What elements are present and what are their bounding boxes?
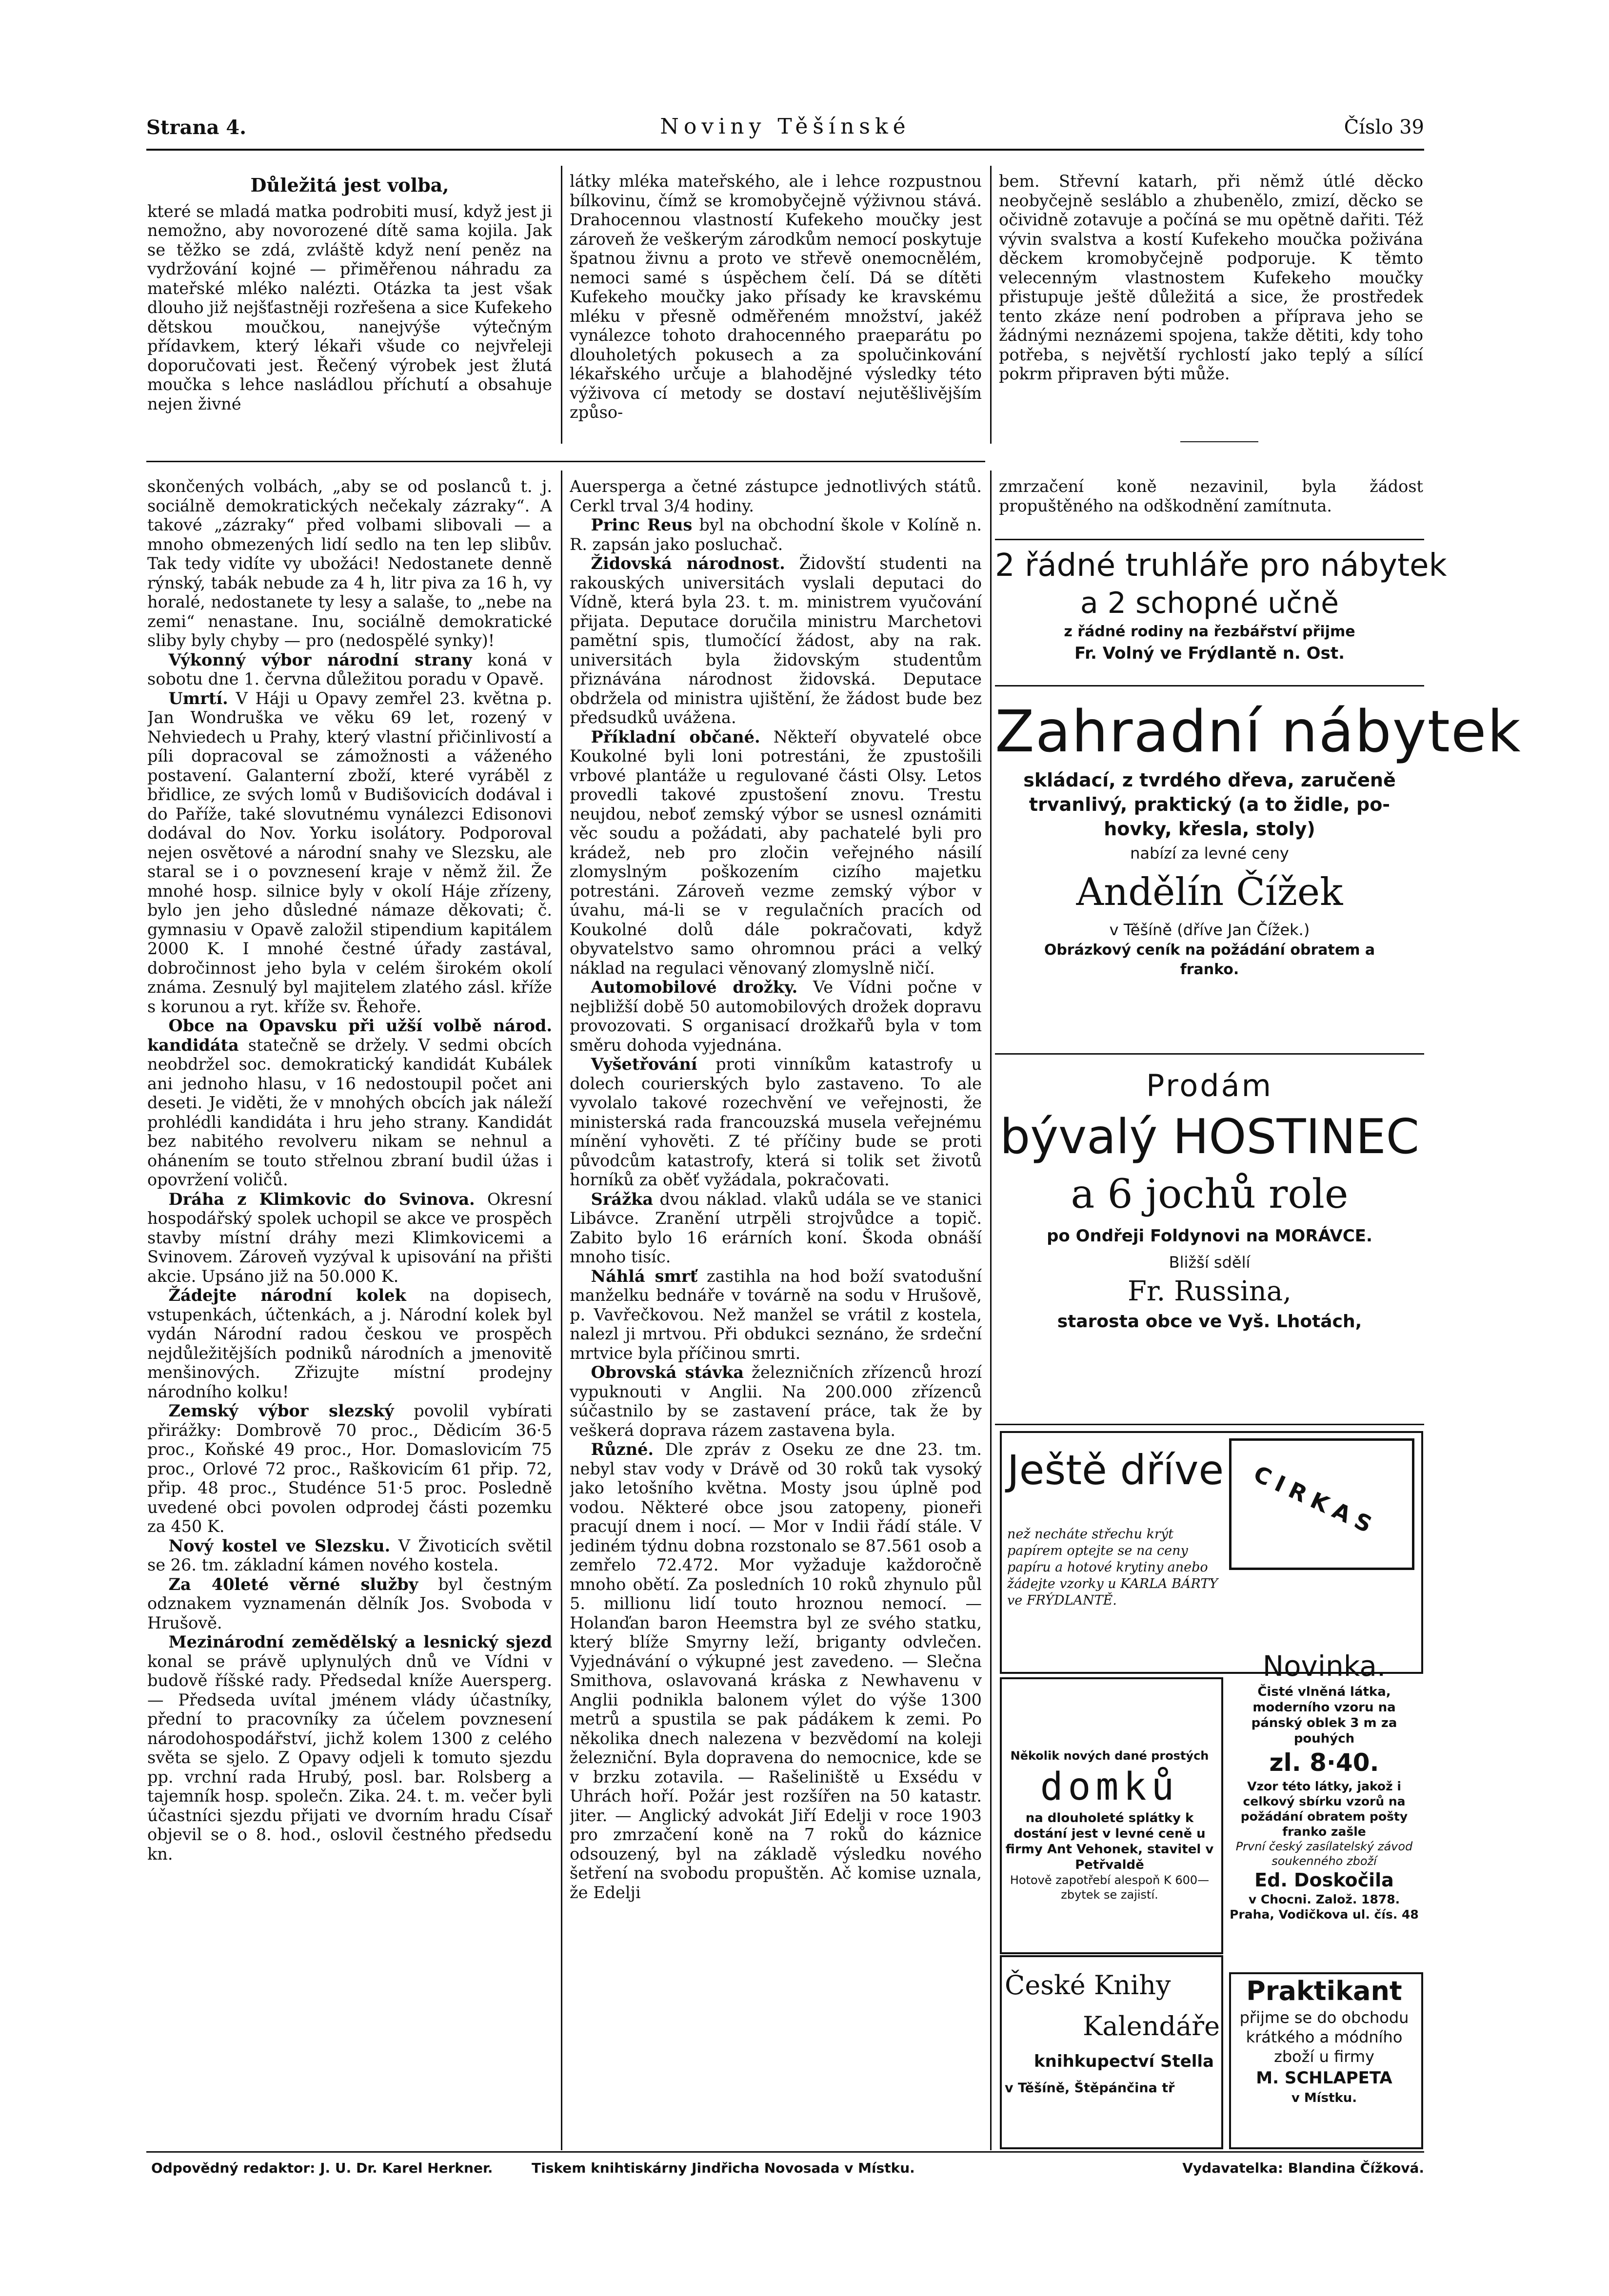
footer-publisher: Vydavatelka: Blandina Čížková. bbox=[1182, 2160, 1424, 2176]
ad-praktikant bbox=[1232, 1975, 1417, 2143]
news-2-9: Dle zpráv z Oseku ze dne 23. tm. nebyl stav vody v Drávě od 30 roků tak vysoký jako letošního května. Mosty jsou úplně pod vodou. Některé obce jsou zatopeny, pioneři pracují dnem i nocí. — Mor v Indii řádí stále. V jediném týdnu dobna rozstonalo se 87.561 osob a zemřelo 72.472. Mor vyžaduje každoročně mnoho obětí. Za posledních 10 roků zhynulo půl 5. millionu lidí touto hroznou nemocí. — Holanďan baron Heemstra byl ze svého statku, který blíže Smyrny leží, briganty odvlečen. Vyjednávání o výkupné jest zavedeno. — Slečna Smithova, oslavovaná kráska z Newhavenu v Anglii podnikla balonem výlet do výše 1300 metrů a spustila se pak pádákem k zemi. Po několika dnech nalezena v bezvědomí na koleji železniční. Byla dopravena do nemocnice, kde se v brzku zotavila. — Rašeliniště u Exsédu v Uhrách hoří. Požár jest rozšířen na 50 katastr. jiter. — Anglický advokát Jiří Edelji v roce 1903 pro zmrzačení koně na 7 roků do káznice odsouzený, byl na základě výsledku nového šetření na svobodu propuštěn. Ač komise uznala, že Edelji bbox=[570, 1440, 982, 1902]
news-1-6: povolil vybírati přirážky: Dombrově 70 proc., Dědicím 36·5 proc., Koňské 49 proc., Hor. Domaslovicím 75 proc., Orlové 72 proc., Raškovicím 61 přip. 72, přip. 48 proc., Studénce 51·5 proc. Posledně uvedené obci povolen odprodej části pozemku za 450 K. bbox=[147, 1401, 552, 1536]
news-2-7: zastihla na hod boží svatodušní manželku bednáře v továrně na sodu v Hrušově, p. Vavřečkovou. Než manžel se vrátil z kostela, nalezl ji mrtvou. Při obdukci seznáno, že srdeční mrtvice byla příčinou smrti. bbox=[570, 1266, 982, 1363]
ad-nabytek-l3: hovky, křesla, stoly) bbox=[1104, 818, 1315, 840]
ad-cirkas-text: CIRKAS bbox=[1250, 1460, 1382, 1541]
news-2-7-lead: Náhlá smrť bbox=[591, 1266, 698, 1286]
news-1-5-lead: Žádejte národní kolek bbox=[168, 1286, 406, 1305]
news-2-1-lead: Princ Reus bbox=[591, 515, 693, 534]
news-1-5: na dopisech, vstupenkách, účtenkách, a j. Národní kolek byl vydán Národní radou českou ve prospěch nejdůležitějších podniků národních a jmenovitě menšinových. Zřizujte místní prodejny národního kolku! bbox=[147, 1286, 552, 1401]
news-2-2: Židovští studenti na rakouských universitách vyslali deputaci do Vídně, která byla 23. t. m. ministrem vyučování přijata. Deputace doručila ministru Marchetovi pamětní spis, tlumočící žádost, aby na rak. universitách byla židovským studentům přiznávána národnost židovská. Deputace obdržela od ministra ujištění, že žádost bude bez předsudků uvážena. bbox=[570, 554, 982, 727]
ad-karla-text: než necháte střechu krýt papírem optejte se na ceny papíru a hotové krytiny anebo žádejte vzorky u KARLA BÁRTY ve FRÝDLANTĚ. bbox=[1007, 1527, 1218, 1608]
news-1-9-lead: Mezinárodní zemědělský a lesnický sjezd bbox=[168, 1632, 552, 1651]
ad-praktikant-text: přijme se do obchodu krátkého a módního zboží u firmy bbox=[1239, 2008, 1409, 2066]
ad-rule-1 bbox=[995, 539, 1424, 540]
page-number: Strana 4. bbox=[146, 116, 247, 139]
ad-knihy-l2: Kalendáře bbox=[1083, 2011, 1220, 2041]
ad-nabytek-l1: skládací, z tvrdého dřeva, zaručeně bbox=[1023, 769, 1396, 791]
news-2-5-lead: Vyšetřování bbox=[591, 1055, 697, 1074]
ad-hostinec bbox=[995, 1065, 1424, 1416]
ad-novinka-price: zl. 8·40. bbox=[1269, 1748, 1379, 1777]
newspaper-title: Noviny Těšínské bbox=[660, 114, 911, 139]
news-1-2: V Háji u Opavy zemřel 23. května p. Jan Wondruška ve věku 69 let, rozený v Nehviedech u Prahy, který vlastní přičinlivostí a píli dopracoval se zámožnosti a váženého postavení. Galanterní zboží, které vyráběl z břidlice, ze svých lomů v Budišovicích dodával i do Paříže, také slovutnému vynálezci Edisonovi dodával do Nov. Yorku isolátory. Podporoval nejen osvětové a národní snahy ve Slezsku, ale staral se i o povznesení kraje v němž žil. Že mnohé hosp. silnice byly v okolí Háje zřízeny, bylo jen jeho důsledné námaze děkovati; č. gymnasiu v Opavě založil stipendium kapitálem 2000 K. I mnohé čestné úřady zastával, dobročinnost jeho byla v celém širokém okolí známa. Zesnulý byl majitelem zlatého zásl. kříže s korunou a ryt. kříže sv. Řehoře. bbox=[147, 688, 552, 1016]
main-col-divider-1 bbox=[561, 471, 562, 2150]
ad-cirkas-box bbox=[1229, 1438, 1414, 1570]
news-column-1 bbox=[147, 477, 552, 2144]
ad-domku bbox=[1005, 1748, 1214, 1953]
ad-praktikant-addr: v Místku. bbox=[1291, 2091, 1357, 2105]
news-1-3: statečně se držely. V sedmi obcích neobdržel soc. demokratický kandidát Kubálek ani jednoho hlasu, v 16 nedostoupil počet ani deseti. Je viděti, že v mnohých obcích jak náleží prohlédli kandidáta i hru jeho strany. Kandidát bez nabitého revolveru nikam se nehnul a ohánením se touto střelnou zbraní budil úžas i opovržení voličů. bbox=[147, 1035, 552, 1189]
ad-knihy-l4: v Těšíně, Štěpánčina tř bbox=[1005, 2080, 1175, 2096]
ad-knihy bbox=[1005, 1965, 1220, 2140]
news-2-9-lead: Různé. bbox=[591, 1440, 654, 1459]
ad-nabytek-name: Andělín Čížek bbox=[1076, 870, 1343, 914]
news-1-4-lead: Dráha z Klimkovic do Svinova. bbox=[168, 1189, 475, 1209]
ad-truhlari-line3: z řádné rodiny na řezbářství přijme bbox=[1064, 623, 1355, 640]
news-2-0: Auersperga a četné zástupce jednotlivých států. Cerkl trval 3/4 hodiny. bbox=[570, 477, 982, 515]
news-2-6: dvou náklad. vlaků udála se ve stanici Libávce. Zranění utrpěli strojvůdce a topič. Zabito bylo 16 erárních koní. Škoda obnáší mnoho tisíc. bbox=[570, 1189, 982, 1266]
top-article-col2 bbox=[570, 172, 982, 450]
top-article-text-1: které se mladá matka podrobiti musí, když jest ji nemožno, aby novorozené dítě sama kojila. Jak se těžko se zdá, zvláště když není peněz na vydržování kojné — přiměřenou náhradu za mateřské mléko nalézti. Otázka ta jest však dlouho již nejšťastněji rozřešena a sice Kufekeho dětskou moučkou, nanejvýše výtečným přídavkem, který lékaři všude co nejvřeleji doporučovati jest. Řečený výrobek jest žlutá moučka s lehce nasládlou příchutí a obsahuje nejen živné bbox=[147, 201, 552, 413]
ad-hostinec-l5: Bližší sdělí bbox=[1169, 1253, 1251, 1272]
ad-nabytek-l7: franko. bbox=[1180, 961, 1239, 978]
ad-nabytek-l2: trvanlivý, praktický (a to židle, po- bbox=[1029, 794, 1390, 815]
news-1-2-lead: Umrtí. bbox=[168, 688, 228, 708]
ad-hostinec-l7: starosta obce ve Vyš. Lhotách, bbox=[1057, 1312, 1362, 1332]
page-footer bbox=[146, 2160, 1424, 2179]
footer-editor: Odpovědný redaktor: J. U. Dr. Karel Herkner. bbox=[151, 2160, 493, 2176]
ad-truhlari-line4: Fr. Volný ve Frýdlantě n. Ost. bbox=[1074, 644, 1345, 663]
ad-novinka-title: Novinka. bbox=[1262, 1649, 1386, 1683]
ad-rule-2 bbox=[995, 685, 1424, 687]
news-2-3-lead: Příkladní občané. bbox=[591, 727, 760, 746]
main-col-divider-2 bbox=[990, 471, 992, 2150]
ad-knihy-l3: knihkupectví Stella bbox=[1034, 2052, 1214, 2071]
top-article-text-2: látky mléka mateřského, ale i lehce rozpustnou bílkovinu, čímž se kromobyčejně výživnou stává. Drahocennou vlastností Kufekeho moučky jest zároveň že veškerým zárodkům nemocí poskytuje špatnou živnu a proto ve střevě onemocnělém, nemoci samé s úspěchem čelí. Dá se dítěti Kufekeho moučky jako přísady ke kravskému mléku v přesně odměřeném množství, jakéž vynálezce tohoto drahocenného praeparátu po dlouholetých pokusech a za spolučinkování lékařského určuje a blahodějné výsledky této výživova cí metody se dostaví nejutěšlivějším způso- bbox=[570, 172, 982, 422]
ad-novinka-text3: První český zasílatelský závod soukenného zboží bbox=[1235, 1840, 1413, 1868]
top-article-title: Důležitá jest volba, bbox=[250, 174, 449, 196]
footer-rule bbox=[146, 2151, 1424, 2153]
news-1-0: skončených volbách, „aby se od poslanců t. j. sociálně demokratických nečekaly zázraky“. A takové „zázraky“ před volbami slibovali — a mnoho obmezených lidí sedlo na ten lep slibův. Tak tedy vidíte vy ubožáci! Nedostanete denně rýnský, tabák nebude za 4 h, litr piva za 16 h, vy horalé, nedostanete ty lesy a salaše, to „nebe na zemi“ nenastane. Inu, sociálně demokratické sliby byly chyby — pro (nedospělé synky)! bbox=[147, 477, 552, 650]
ad-novinka-text: Čisté vlněná látka, moderního vzoru na pánský oblek 3 m za pouhých bbox=[1251, 1685, 1397, 1746]
ad-novinka-text2: Vzor této látky, jakož i celkový sbírku vzorů na požádání obratem pošty franko zašle bbox=[1240, 1779, 1408, 1839]
ad-praktikant-title: Praktikant bbox=[1246, 1976, 1402, 2006]
ad-hostinec-l6: Fr. Russina, bbox=[1128, 1276, 1291, 1307]
ad-hostinec-l3: a 6 jochů role bbox=[1071, 1171, 1349, 1217]
ad-nabytek-l5: v Těšíně (dříve Jan Čížek.) bbox=[1109, 921, 1310, 939]
ad-hostinec-l1: Prodám bbox=[1146, 1068, 1273, 1103]
news-3-0: zmrzačení koně nezavinil, byla žádost propuštěného na odškodnění zamítnuta. bbox=[999, 477, 1423, 515]
ad-domku-l1: Několik nových dané prostých bbox=[1010, 1749, 1209, 1763]
news-1-7-lead: Nový kostel ve Slezsku. bbox=[168, 1536, 391, 1555]
ad-domku-title: domků bbox=[1040, 1765, 1179, 1809]
news-2-5: proti vinníkům katastrofy u dolech courierských bylo zastaveno. To ale vyvolalo takové rozechvění ve veřejnosti, že ministerská rada francouzská musela veřejnému mínění vyhověti. Z té příčiny bude se proti původcům katastrofy, která si tolik set životů horníků za oběť vyžádala, pokračovati. bbox=[570, 1055, 982, 1189]
footer-printer: Tiskem knihtiskárny Jindřicha Novosada v Místku. bbox=[532, 2160, 915, 2176]
top-end-rule bbox=[1180, 441, 1258, 442]
ad-novinka bbox=[1229, 1648, 1419, 1922]
news-2-6-lead: Srážka bbox=[591, 1189, 654, 1209]
news-2-4-lead: Automobilové drožky. bbox=[591, 978, 798, 997]
news-1-9: konal se právě uplynulých dnů ve Vídni v budově říšské rady. Předsedal kníže Auersperg. — Předseda uvítal jménem vlády účastníky, přední to pracovníky za účelem povznesení národohospodářství, jichž kolem 1300 z celého světa se sjelo. Z Opavy odjeli k tomuto sjezdu pp. vrchní rada Hrubý, posl. bar. Rolsberg a tajemník hosp. společn. Zika. 24. t. m. večer byli účastníci sjezdu přijati ve dvorním hradu Císař objevil se o 8. hod., oslovil čestného předsedu kn. bbox=[147, 1651, 552, 1864]
ad-hostinec-l4: po Ondřeji Foldynovi na MORÁVCE. bbox=[1047, 1226, 1372, 1246]
ad-truhlari-line2: a 2 schopné učně bbox=[1080, 586, 1339, 620]
ad-nabytek-l6: Obrázkový ceník na požádání obratem a bbox=[1044, 942, 1375, 959]
page-header bbox=[146, 111, 1424, 145]
news-2-1: byl na obchodní škole v Kolíně n. R. zapsán jako posluchač. bbox=[570, 515, 982, 554]
news-1-1-lead: Výkonný výbor národní strany bbox=[168, 650, 472, 669]
top-article-text-3: bem. Střevní katarh, při němž útlé děcko neobyčejně sesláblo a zhubenělo, zmizí, děcko se očividně zotavuje a počíná se mu opětně dařiti. Též vývin svalstva a kostí Kufekeho moučka poživána děckem kromobyčejně podporuje. K těmto velecenným vlastnostem Kufekeho moučky přistupuje ještě důležitá a sice, že prostředek tento zkáze není podroben a příprava jeho se žádnými neznázemi spojena, takže dětiti, kdy toho potřeba, s největší rychlostí jako teplý a sílící pokrm připraven býti může. bbox=[999, 172, 1423, 383]
ad-nabytek bbox=[995, 695, 1522, 1046]
ad-praktikant-name: M. SCHLAPETA bbox=[1256, 2068, 1392, 2088]
news-2-3: Někteří obyvatelé obce Koukolné byli loni potrestáni, že zpustošili vrbové plantáže u regulované části Olsy. Letos provedli takové zpustošení znovu. Trestu neujdou, neboť zemský výbor se usnesl oznámiti věc soudu a požádati, aby pachatelé byli pro krádež, neb pro zločin veřejného násilí zlomyslným poškozením cizího majetku potrestáni. Zároveň vezme zemský výbor v úvahu, má-li se v regulačních pracích od Koukolné dolů dále pokračovati, když obyvatelstvo samo ohromnou práci a velký náklad na regulaci věnovaný zlomyslně ničí. bbox=[570, 727, 982, 978]
ad-novinka-addr: v Chocni. Založ. 1878. Praha, Vodičkova ul. čís. 48 bbox=[1230, 1892, 1419, 1922]
ad-rule-3 bbox=[995, 1053, 1424, 1055]
ad-knihy-l1: České Knihy bbox=[1005, 1970, 1171, 2001]
news-1-8: byl čestným odznakem vyznamenán dělník Jos. Svoboda v Hrušově. bbox=[147, 1574, 552, 1632]
news-1-6-lead: Zemský výbor slezský bbox=[168, 1401, 394, 1420]
ad-rule-4 bbox=[995, 1424, 1424, 1425]
ad-karla bbox=[1007, 1443, 1224, 1658]
ad-truhlari-line1: 2 řádné truhláře pro nábytek bbox=[995, 548, 1447, 584]
ad-karla-title: Ještě dříve bbox=[1007, 1446, 1224, 1494]
news-1-4: Okresní hospodářský spolek uchopil se akce ve prospěch stavby místní dráhy mezi Klimkovicemi a Svinovem. Zároveň vyzýval k upisování na přišti akcie. Upsáno již na 50.000 K. bbox=[147, 1189, 552, 1286]
news-2-2-lead: Židovská národnost. bbox=[591, 554, 785, 573]
top-article-col1 bbox=[147, 172, 552, 450]
ad-novinka-name: Ed. Doskočila bbox=[1254, 1869, 1394, 1891]
news-2-4: Ve Vídni počne v nejbližší době 50 automobilových drožek dopravu provozovati. S organisací drožkařů byla v tom směru dohoda vyjednána. bbox=[570, 978, 982, 1055]
ad-domku-text2: Hotově zapotřebí alespoň K 600— zbytek se zajistí. bbox=[1010, 1873, 1210, 1902]
news-1-3-lead: Obce na Opavsku při užší volbě národ. kandidáta bbox=[147, 1016, 552, 1055]
ad-nabytek-l4: nabízí za levné ceny bbox=[1130, 844, 1289, 863]
news-column-2 bbox=[570, 477, 982, 2144]
news-2-8-lead: Obrovská stávka bbox=[591, 1363, 744, 1382]
top-article-col3 bbox=[999, 172, 1423, 435]
ad-truhlari bbox=[995, 546, 1447, 678]
ad-nabytek-title: Zahradní nábytek bbox=[995, 698, 1522, 765]
news-1-1: koná v sobotu dne 1. června důležitou poradu v Opavě. bbox=[147, 650, 552, 688]
top-col-divider-2 bbox=[990, 166, 992, 444]
news-column-3-top bbox=[999, 477, 1423, 521]
news-1-7: V Životicích světil se 26. tm. základní kámen nového kostela. bbox=[147, 1536, 552, 1574]
issue-number: Číslo 39 bbox=[1344, 116, 1424, 138]
news-2-8: železničních zřízenců hrozí vypuknouti v Anglii. Na 200.000 zřízenců súčastnilo by se zastavení práce, tak že by veškerá doprava rázem zastavena byla. bbox=[570, 1363, 982, 1440]
top-section-rule bbox=[146, 461, 985, 462]
news-1-8-lead: Za 40leté věrné služby bbox=[168, 1574, 418, 1594]
ad-hostinec-l2: bývalý HOSTINEC bbox=[999, 1109, 1420, 1165]
ad-domku-text: na dlouholeté splátky k dostání jest v levné ceně u firmy Ant Vehonek, stavitel v Petřvaldě bbox=[1005, 1811, 1214, 1872]
header-rule bbox=[146, 149, 1424, 151]
top-col-divider-1 bbox=[561, 166, 562, 444]
